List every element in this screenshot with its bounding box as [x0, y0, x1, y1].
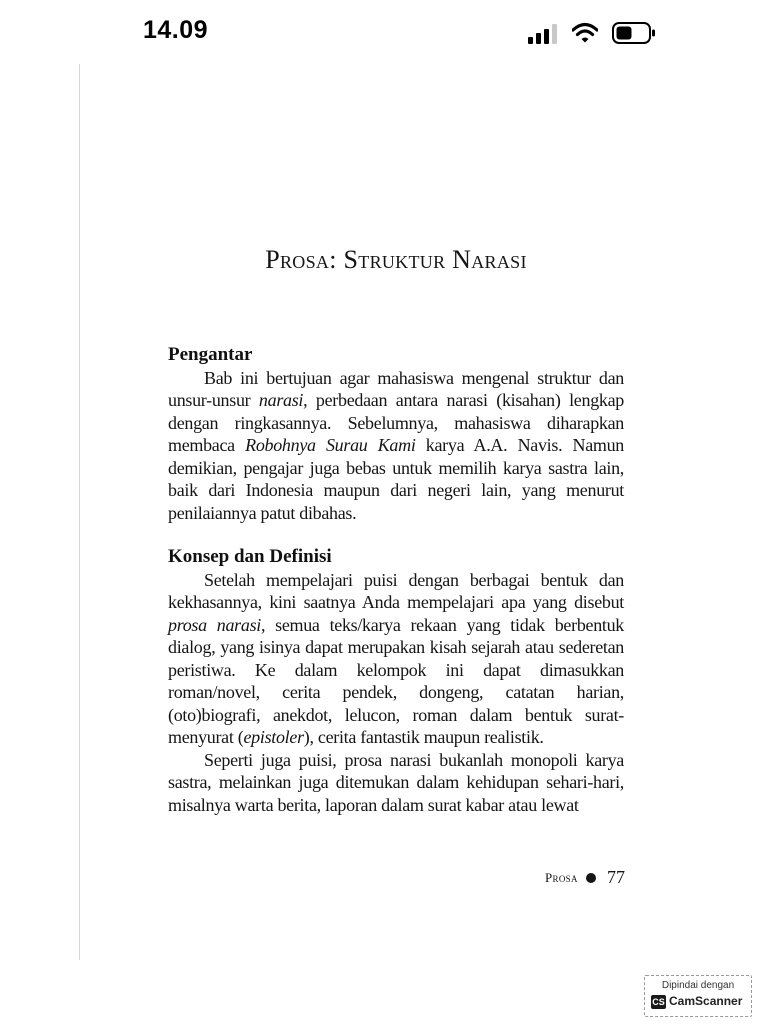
paragraph-pengantar: Bab ini bertujuan agar mahasiswa mengenal struktur dan unsur-unsur narasi, perbedaan antara narasi (kisahan) lengkap dengan ringkasannya. Sebelumnya, mahasiswa diharapkan membaca Robohnya Surau Kami karya A.A. Navis. Namun demikian, pengajar juga bebas untuk memilih karya sastra lain, baik dari Indonesia maupun dari negeri lain, yang menurut penilaiannya patut dibahas. [168, 367, 625, 523]
page-footer [545, 866, 625, 890]
page-edge [79, 64, 80, 960]
page-number: 77 [607, 867, 625, 887]
section-heading-pengantar: Pengantar [168, 344, 253, 365]
chapter-title: Prosa: Struktur Narasi [265, 245, 527, 274]
camscanner-logo-icon: CS [652, 997, 665, 1007]
section-heading-konsep: Konsep dan Definisi [168, 546, 332, 567]
paragraph-konsep-1: Setelah mempelajari puisi dengan berbagai bentuk dan kekhasannya, kini saatnya Anda mempelajari apa yang disebut prosa narasi, semua teks/karya rekaan yang tidak berbentuk dialog, yang isinya dapat merupakan kisah sejarah atau sederetan peristiwa. Ke dalam kelompok ini dapat dimasukkan roman/novel, cerita pendek, dongeng, catatan harian, (oto)biografi, anekdot, lelucon, roman dalam bentuk surat-menyurat (epistoler), cerita fantastik maupun realistik. [168, 569, 625, 747]
paragraph-konsep-2: Seperti juga puisi, prosa narasi bukanlah monopoli karya sastra, melainkan juga ditemukan dalam kehidupan sehari-hari, misalnya warta berita, laporan dalam surat kabar atau lewat [168, 749, 624, 815]
wifi-icon [572, 22, 598, 44]
section-gap [168, 524, 624, 546]
running-head: Prosa [545, 870, 578, 885]
camscanner-watermark [644, 975, 752, 1017]
status-bar [0, 0, 768, 64]
status-time: 14.09 [143, 16, 209, 44]
document-body [168, 344, 624, 816]
bullet-icon [586, 873, 596, 883]
watermark-caption: Dipindai dengan [661, 980, 735, 991]
watermark-brand: CamScanner [669, 994, 743, 1008]
signal-icon [528, 24, 562, 44]
battery-icon [612, 22, 656, 44]
status-icons [528, 20, 658, 48]
